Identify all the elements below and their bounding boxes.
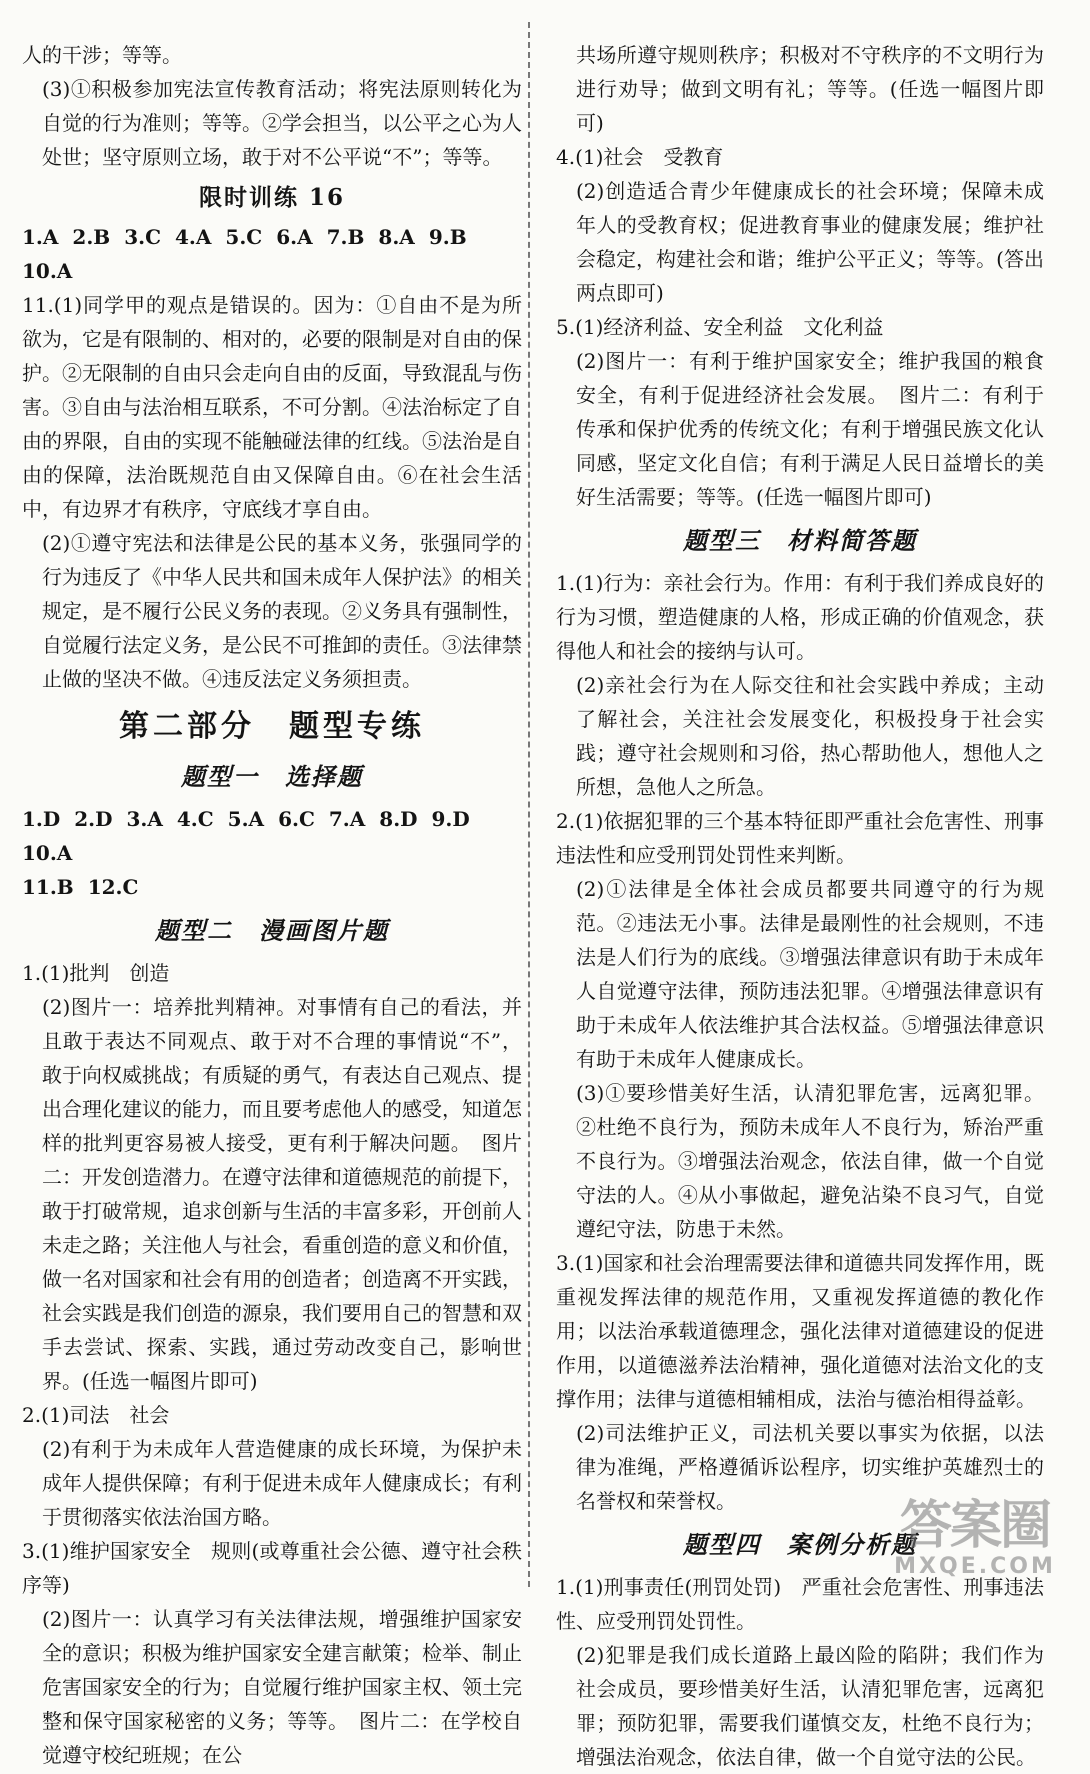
answer-paragraph: 1.(1)行为：亲社会行为。作用：有利于我们养成良好的行为习惯，塑造健康的人格，形成正确的价值观念，获得他人和社会的接纳与认可。 [556, 571, 1044, 663]
choice-answer: 10.A [22, 841, 73, 865]
choice-answer: 7.A [328, 807, 366, 831]
choice-answer: 4.A [175, 225, 212, 249]
answer-paragraph: 共场所遵守规则秩序；积极对不守秩序的不文明行为进行劝导；做到文明有礼；等等。(任选一幅图片即可) [576, 43, 1044, 135]
choice-answer: 1.A [22, 225, 59, 249]
answer-paragraph: (3)①积极参加宪法宣传教育活动；将宪法原则转化为自觉的行为准则；等等。②学会担当，以公平之心为人处世；坚守原则立场，敢于对不公平说“不”；等等。 [42, 77, 522, 169]
answer-paragraph: 3.(1)维护国家安全 规则(或尊重社会公德、遵守社会秩序等) [22, 1539, 522, 1597]
choice-answer: 6.C [278, 807, 315, 831]
answer-paragraph: 3.(1)国家和社会治理需要法律和道德共同发挥作用，既重视发挥法律的规范作用，又重视发挥道德的教化作用；以法治承载道德理念，强化法律对道德建设的促进作用，以道德滋养法治精神，强化道德对法治文化的支撑作用；法律与道德相辅相成，法治与德治相得益彰。 [556, 1251, 1044, 1411]
choice-answer: 8.A [378, 225, 415, 249]
right-answer-block-a [556, 38, 1044, 514]
choice-answer: 7.B [326, 225, 365, 249]
choice-answer: 1.D [22, 807, 61, 831]
answers-type-one-row1 [22, 802, 522, 870]
left-answer-block-b [22, 288, 522, 696]
type-one-title: 题型一 选择题 [181, 762, 363, 791]
column-divider [528, 22, 530, 1587]
right-answer-block-b [556, 566, 1044, 1518]
choice-answer: 5.A [227, 807, 265, 831]
choice-answer: 6.A [276, 225, 313, 249]
choice-answer: 5.C [225, 225, 263, 249]
answer-paragraph: 11.(1)同学甲的观点是错误的。因为：①自由不是为所欲为，它是有限制的、相对的，必要的限制是对自由的保护。②无限制的自由只会走向自由的反面，导致混乱与伤害。③自由与法治相互联系，不可分割。④法治标定了自由的界限，自由的实现不能触碰法律的红线。⑤法治是自由的保障，法治既规范自由又保障自由。⑥在社会生活中，有边界才有秩序，守底线才享自由。 [22, 293, 522, 521]
answer-paragraph: 2.(1)司法 社会 [22, 1403, 170, 1427]
answer-paragraph: (2)①遵守宪法和法律是公民的基本义务，张强同学的行为违反了《中华人民共和国未成年人保护法》的相关规定，是不履行公民义务的表现。②义务具有强制性，自觉履行法定义务，是公民不可推卸的责任。③法律禁止做的坚决不做。④违反法定义务须担责。 [42, 531, 522, 691]
answer-paragraph: (3)①要珍惜美好生活，认清犯罪危害，远离犯罪。②杜绝不良行为，预防未成年人不良行为，矫治严重不良行为。③增强法治观念，依法自律，做一个自觉守法的人。④从小事做起，避免沾染不良习气，自觉遵纪守法，防患于未然。 [576, 1081, 1044, 1241]
choice-answer: 8.D [379, 807, 418, 831]
answer-paragraph: (2)图片一：认真学习有关法律法规，增强维护国家安全的意识；积极为维护国家安全建言献策；检举、制止危害国家安全的行为；自觉履行维护国家主权、领土完整和保守国家秘密的义务；等等。 图片二：在学校自觉遵守校纪班规；在公 [42, 1607, 522, 1767]
answer-paragraph: 2.(1)依据犯罪的三个基本特征即严重社会危害性、刑事违法性和应受刑罚处罚性来判断。 [556, 809, 1044, 867]
section-title-16: 限时训练 16 [198, 184, 345, 211]
left-answer-block-c [22, 956, 522, 1772]
choice-answer: 3.A [126, 807, 163, 831]
answer-paragraph: (2)犯罪是我们成长道路上最凶险的陷阱；我们作为社会成员，要珍惜美好生活，认清犯罪危害，远离犯罪；预防犯罪，需要我们谨慎交友，杜绝不良行为；增强法治观念，依法自律，做一个自觉守法的公民。 [576, 1643, 1044, 1769]
choice-answer: 9.D [431, 807, 470, 831]
answers-16 [22, 220, 522, 288]
answers-type-one-row2 [22, 870, 522, 904]
watermark-domain: MXQE.COM [894, 1554, 1056, 1579]
answer-paragraph: 4.(1)社会 受教育 [556, 145, 724, 169]
answer-paragraph: 1.(1)刑事责任(刑罚处罚) 严重社会危害性、刑事违法性、应受刑罚处罚性。 [556, 1575, 1044, 1633]
part-two-title: 第二部分 题型专练 [119, 709, 425, 744]
answer-paragraph: (2)司法维护正义，司法机关要以事实为依据，以法律为准绳，严格遵循诉讼程序，切实维护英雄烈士的名誉权和荣誉权。 [576, 1421, 1044, 1513]
type-two-title: 题型二 漫画图片题 [155, 916, 389, 945]
watermark-text: 答案圈 [899, 1496, 1050, 1556]
answer-paragraph: (2)①法律是全体社会成员都要共同遵守的行为规范。②违法无小事。法律是最刚性的社会规则，不违法是人们行为的底线。③增强法律意识有助于未成年人自觉遵守法律，预防违法犯罪。④增强法律意识有助于未成年人依法维护其合法权益。⑤增强法律意识有助于未成年人健康成长。 [576, 877, 1044, 1071]
type-four-title: 题型四 案例分析题 [683, 1530, 917, 1559]
type-three-title: 题型三 材料简答题 [683, 526, 917, 555]
answer-paragraph: 5.(1)经济利益、安全利益 文化利益 [556, 315, 884, 339]
left-column [22, 38, 522, 1772]
answer-paragraph: (2)亲社会行为在人际交往和社会实践中养成；主动了解社会，关注社会发展变化，积极投身于社会实践；遵守社会规则和习俗，热心帮助他人，想他人之所想，急他人之所急。 [576, 673, 1044, 799]
answer-paragraph: (2)图片一：培养批判精神。对事情有自己的看法，并且敢于表达不同观点、敢于对不合理的事情说“不”，敢于向权威挑战；有质疑的勇气，有表达自己观点、提出合理化建议的能力，而且要考虑他人的感受，知道怎样的批判更容易被人接受，更有利于解决问题。 图片二：开发创造潜力。在遵守法律和道德规范的前提下，敢于打破常规，追求创新与生活的丰富多彩，开创前人未走之路；关注他人与社会，看重创造的意义和价值，做一名对国家和社会有用的创造者；创造离不开实践，社会实践是我们创造的源泉，我们要用自己的智慧和双手去尝试、探索、实践，通过劳动改变自己，影响世界。(任选一幅图片即可) [42, 995, 522, 1393]
answer-paragraph: 人的干涉；等等。 [22, 43, 182, 67]
answer-paragraph: (2)图片一：有利于维护国家安全；维护我国的粮食安全，有利于促进经济社会发展。 图片二：有利于传承和保护优秀的传统文化；有利于增强民族文化认同感，坚定文化自信；有利于满足人民日益增长的美好生活需要；等等。(任选一幅图片即可) [576, 349, 1044, 509]
answer-paragraph: (2)创造适合青少年健康成长的社会环境；保障未成年人的受教育权；促进教育事业的健康发展；维护社会稳定，构建社会和谐；维护公平正义；等等。(答出两点即可) [576, 179, 1044, 305]
choice-answer: 2.B [72, 225, 111, 249]
watermark-logo [880, 1498, 1070, 1588]
left-answer-block-a [22, 38, 522, 174]
choice-answer: 12.C [87, 875, 139, 899]
choice-answer: 11.B [22, 875, 74, 899]
choice-answer: 4.C [176, 807, 214, 831]
answer-paragraph: 1.(1)批判 创造 [22, 961, 170, 985]
choice-answer: 3.C [124, 225, 161, 249]
answer-paragraph: (2)有利于为未成年人营造健康的成长环境，为保护未成年人提供保障；有利于促进未成年人健康成长；有利于贯彻落实依法治国方略。 [42, 1437, 522, 1529]
choice-answer: 2.D [74, 807, 113, 831]
right-answer-block-c [556, 1570, 1044, 1774]
choice-answer: 10.A [22, 259, 73, 283]
choice-answer: 9.B [428, 225, 467, 249]
